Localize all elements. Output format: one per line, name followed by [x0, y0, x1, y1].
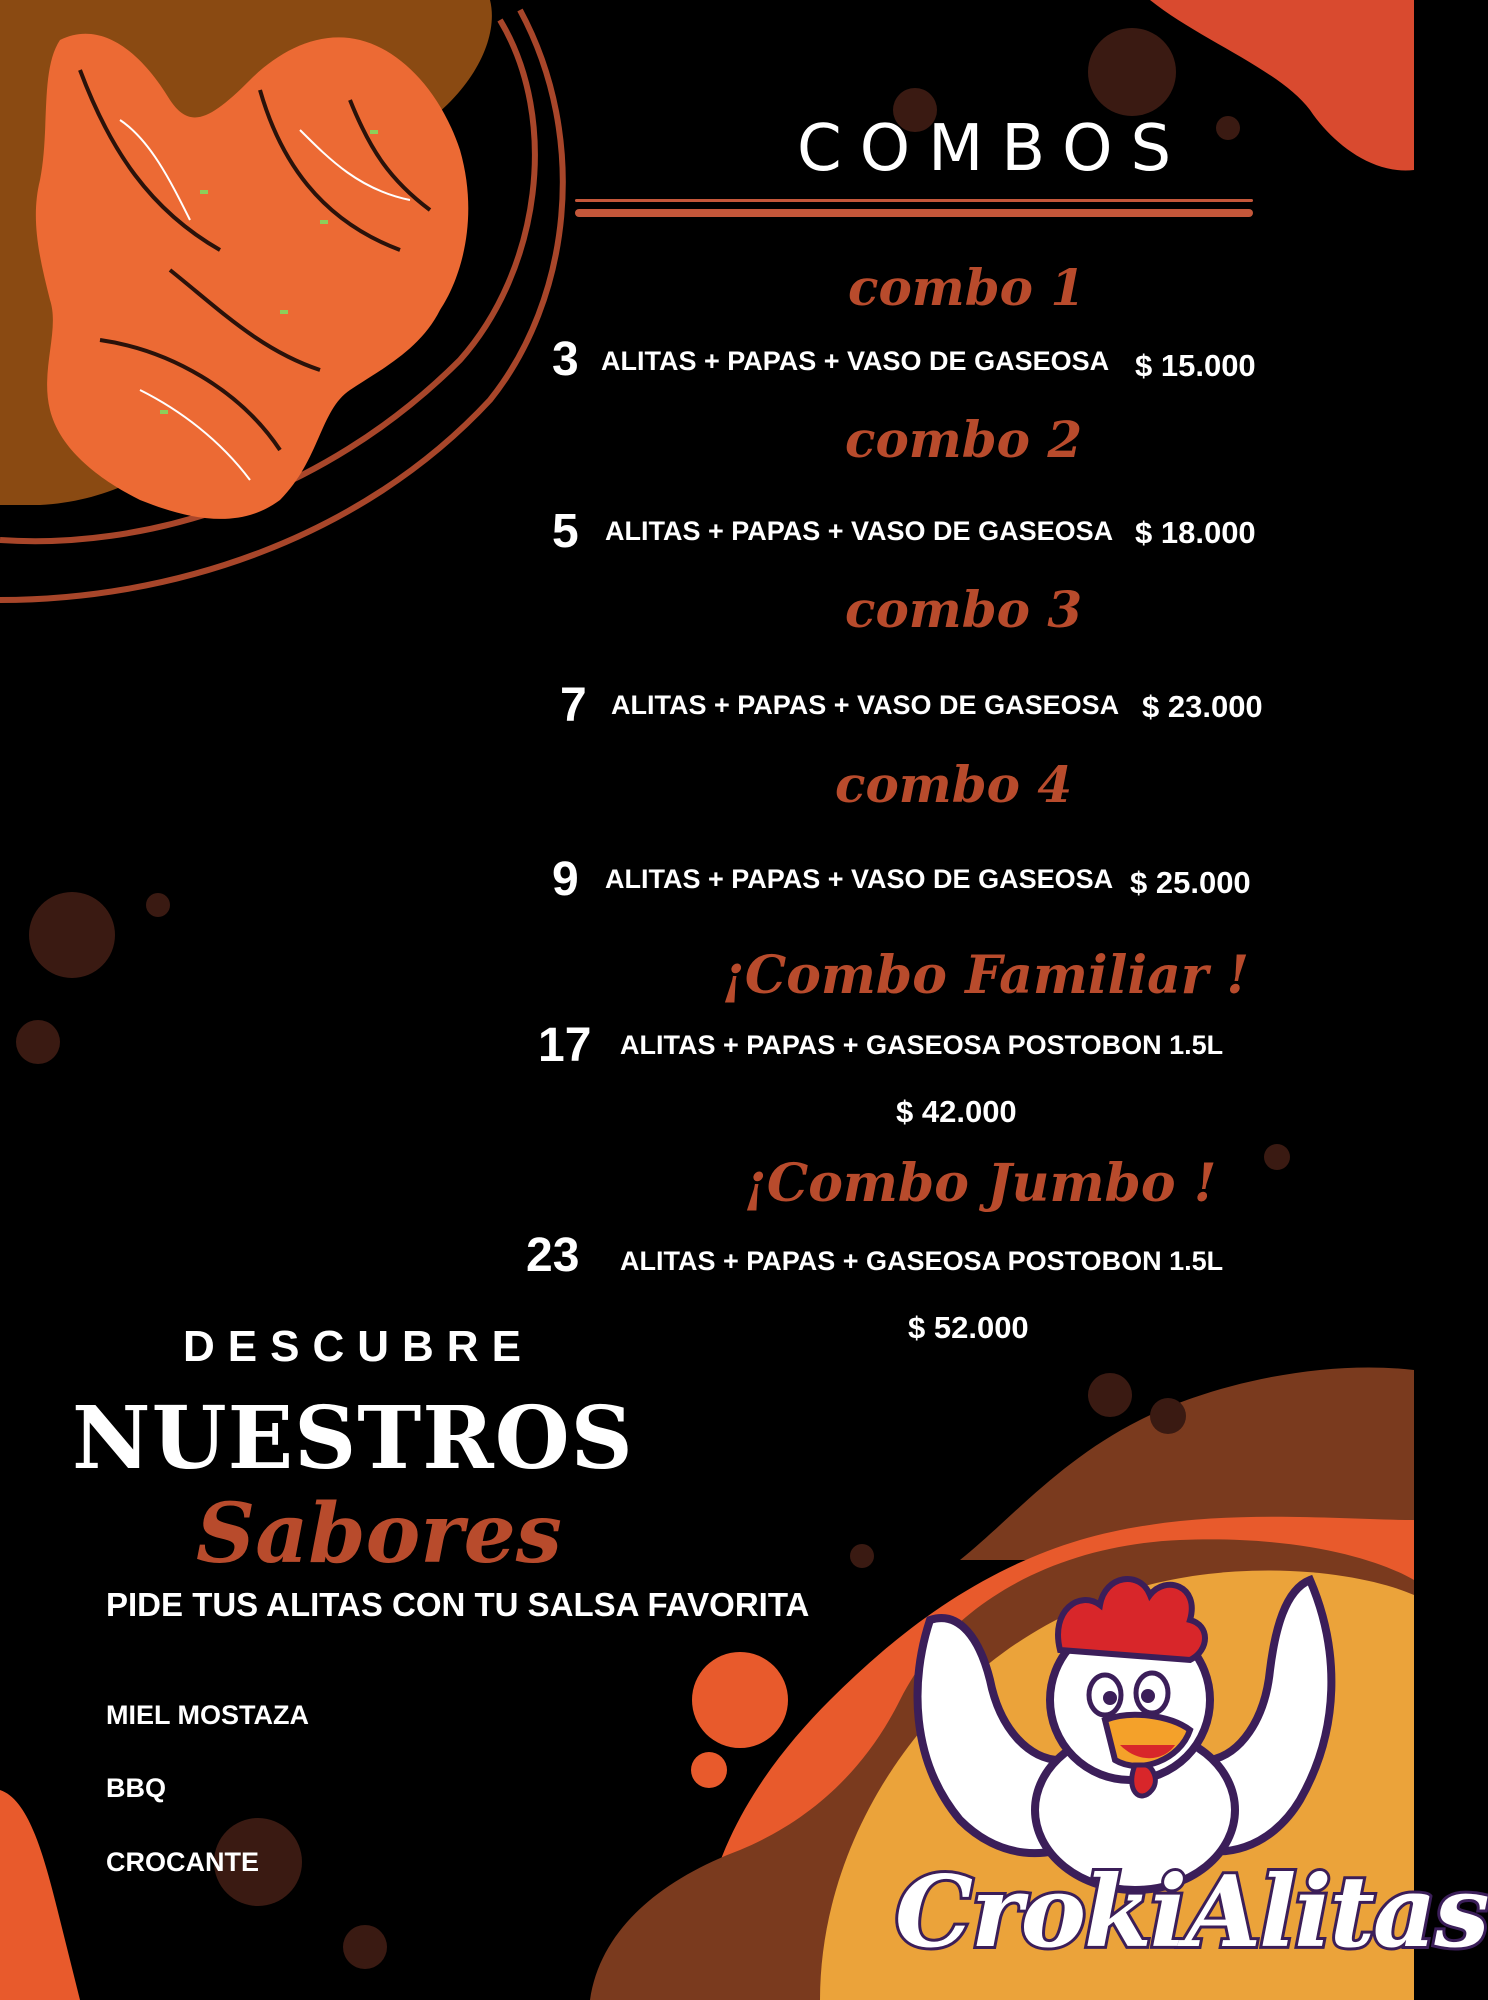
combo-4-price: $ 25.000 — [1130, 865, 1251, 900]
nuestros-heading: NUESTROS — [72, 1388, 634, 1489]
combo-2-name: combo 2 — [845, 410, 1083, 469]
combo-1-qty: 3 — [552, 333, 579, 386]
flavor-item: CROCANTE — [106, 1847, 259, 1877]
menu-title: COMBOS — [797, 112, 1190, 186]
combo-jumbo-desc: ALITAS + PAPAS + GASEOSA POSTOBON 1.5L — [620, 1246, 1224, 1276]
combo-3-desc: ALITAS + PAPAS + VASO DE GASEOSA — [611, 690, 1120, 720]
flavors-subtitle: PIDE TUS ALITAS CON TU SALSA FAVORITA — [106, 1586, 810, 1623]
combo-4-desc: ALITAS + PAPAS + VASO DE GASEOSA — [605, 864, 1114, 894]
combo-4-qty: 9 — [552, 853, 579, 906]
combo-familiar-price: $ 42.000 — [896, 1094, 1017, 1129]
combo-familiar-desc: ALITAS + PAPAS + GASEOSA POSTOBON 1.5L — [620, 1030, 1224, 1060]
combo-2-qty: 5 — [552, 505, 579, 558]
flavor-item: BBQ — [106, 1773, 166, 1803]
combo-3-name: combo 3 — [845, 580, 1083, 639]
title-divider — [575, 199, 1253, 202]
combo-jumbo-qty: 23 — [526, 1229, 580, 1282]
combo-3-price: $ 23.000 — [1142, 689, 1263, 724]
combo-1-desc: ALITAS + PAPAS + VASO DE GASEOSA — [601, 346, 1110, 376]
chicken-mascot-icon — [890, 1560, 1360, 1890]
sabores-heading: Sabores — [196, 1486, 562, 1582]
combo-1-name: combo 1 — [848, 258, 1086, 317]
combo-familiar-name: ¡Combo Familiar ! — [722, 945, 1250, 1006]
title-divider-thick — [575, 209, 1253, 217]
flavor-item: MIEL MOSTAZA — [106, 1700, 309, 1730]
combo-familiar-qty: 17 — [538, 1019, 592, 1072]
combo-1-price: $ 15.000 — [1135, 348, 1256, 383]
combo-jumbo-name: ¡Combo Jumbo ! — [744, 1153, 1217, 1214]
combo-jumbo-price: $ 52.000 — [908, 1310, 1029, 1345]
combo-2-price: $ 18.000 — [1135, 515, 1256, 550]
combo-4-name: combo 4 — [835, 755, 1073, 814]
combo-2-desc: ALITAS + PAPAS + VASO DE GASEOSA — [605, 516, 1114, 546]
descubre-heading: DESCUBRE — [183, 1322, 534, 1371]
brand-logo-text: CrokiAlitas — [895, 1855, 1488, 1970]
chicken-wings-icon — [20, 10, 500, 530]
combo-3-qty: 7 — [560, 679, 587, 732]
